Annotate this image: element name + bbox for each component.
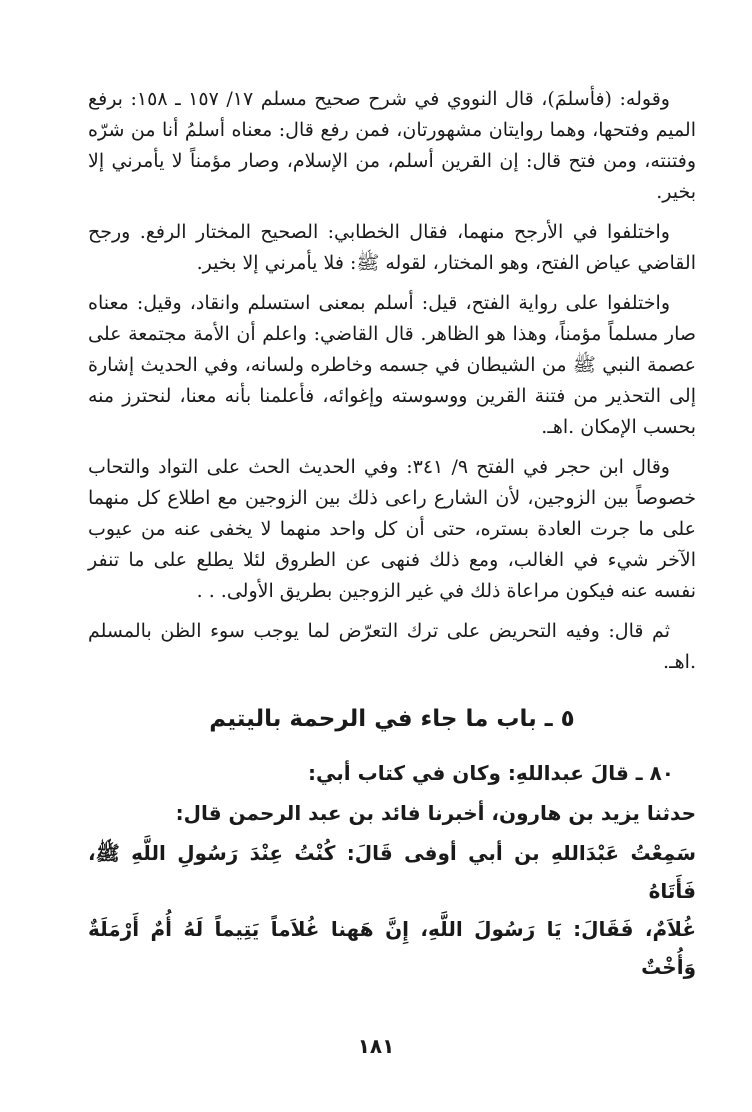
hadith-chain: حدثنا يزيد بن هارون، أخبرنا فائد بن عبد الرحمن قال: [175, 801, 696, 825]
hadith-intro: ٨٠ ـ قالَ عبداللهِ: وكان في كتاب أبي: [308, 761, 674, 785]
paragraph-khattabi: واختلفوا في الأرجح منهما، فقال الخطابي: الصحيح المختار الرفع. ورجح القاضي عياض الفتح، وهو المختار، لقوله ﷺ: فلا يأمرني إلا بخير. [88, 221, 696, 274]
page-body [88, 84, 696, 986]
chapter-heading: ٥ ـ باب ما جاء في الرحمة باليتيم [209, 706, 575, 732]
paragraph-fath-interpretation: واختلفوا على رواية الفتح، قيل: أسلم بمعنى استسلم وانقاد، وقيل: معناه صار مسلماً مؤمناً، وهذا هو الظاهر. قال القاضي: واعلم أن الأمة مجتمعة على عصمة النبي ﷺ من الشيطان في جسمه وخاطره ولسانه، وفي الحديث إشارة إلى التحذير من فتنة القرين ووسوسته وإغوائه، فأعلمنا بأنه معنا، لنحترز منه بحسب الإمكان .اهـ. [88, 292, 696, 438]
paragraph-ibn-hajar: وقال ابن حجر في الفتح ٩/ ٣٤١: وفي الحديث الحث على التواد والتحاب خصوصاً بين الزوجين، لأن الشارع راعى ذلك بين الزوجين مع اطلاع كل منهما على ما جرت العادة بستره، حتى أن كل واحد منهما لا يخفى عنه من عيوب الآخر شيء في الغالب، ومع ذلك فنهى عن الطروق لئلا يطلع على ما تنفر نفسه عنه فيكون مراعاة ذلك في غير الزوجين بطريق الأولى. . . [88, 456, 696, 602]
page-number: ١٨١ [357, 1034, 395, 1058]
hadith-text-line-1: سَمِعْتُ عَبْدَاللهِ بن أبي أوفى قَالَ: كُنْتُ عِنْدَ رَسُولِ اللَّهِ ﷺ، فَأَتَاهُ [88, 841, 696, 903]
paragraph-nawawi: وقوله: (فأسلمَ)، قال النووي في شرح صحيح مسلم ١٧/ ١٥٧ ـ ١٥٨: برفع الميم وفتحها، وهما روايتان مشهورتان، فمن رفع قال: معناه أسلمُ أنا من شرّه وفتنته، ومن فتح قال: إن القرين أسلم، من الإسلام، وصار مؤمناً لا يأمرني إلا بخير. [88, 88, 696, 203]
hadith-text-line-2: غُلاَمٌ، فَقَالَ: يَا رَسُولَ اللَّهِ، إِنَّ هَهنا غُلاَماً يَتِيماً لَهُ أُمٌ أَرْمَلَةٌ وَأُخْتٌ [88, 917, 696, 979]
paragraph-conclusion: ثم قال: وفيه التحريض على ترك التعرّض لما يوجب سوء الظن بالمسلم .اهـ. [88, 620, 696, 673]
